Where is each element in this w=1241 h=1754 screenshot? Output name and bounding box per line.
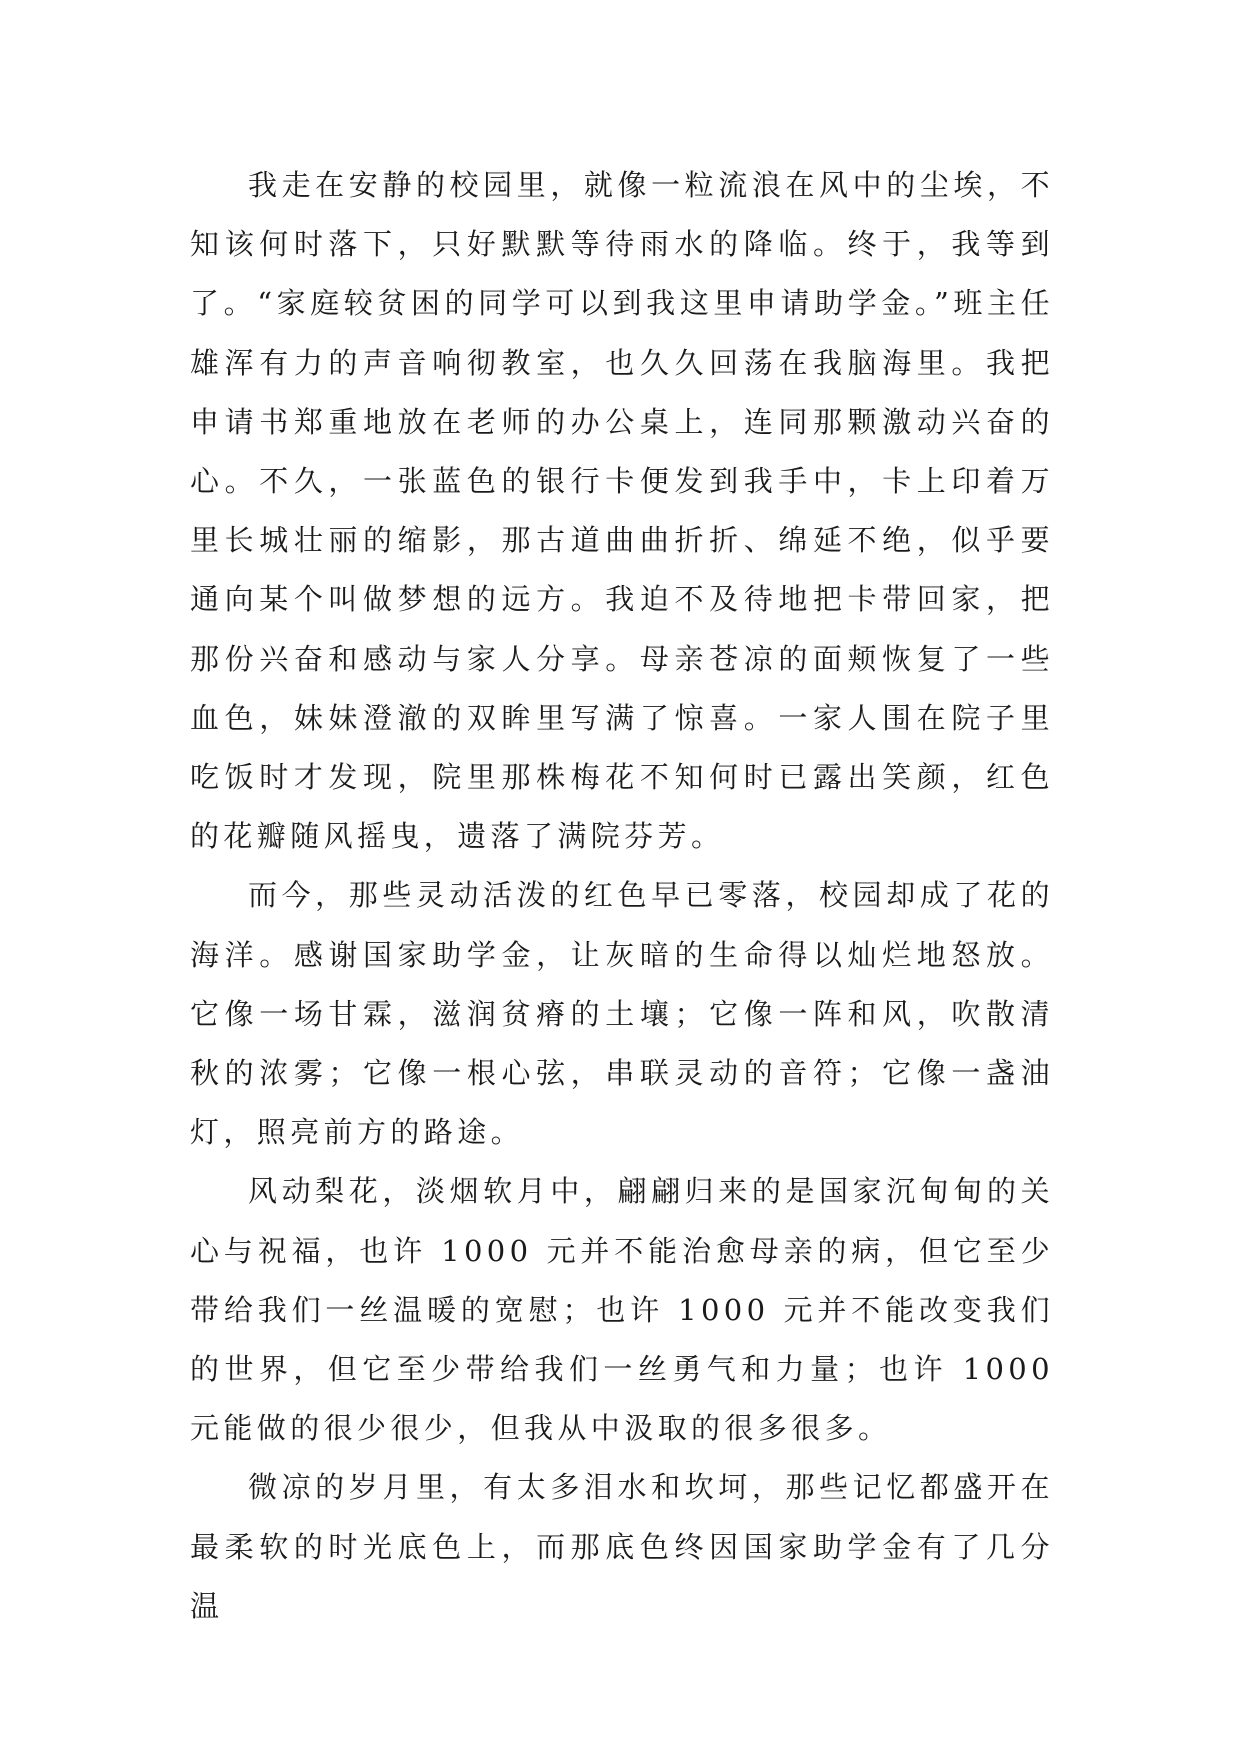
paragraph-4: 微凉的岁月里，有太多泪水和坎坷，那些记忆都盛开在最柔软的时光底色上，而那底色终因国家助学金有了几分温 <box>190 1470 1054 1623</box>
document-body <box>190 156 1054 1636</box>
paragraph-2: 而今，那些灵动活泼的红色早已零落，校园却成了花的海洋。感谢国家助学金，让灰暗的生命得以灿烂地怒放。它像一场甘霖，滋润贫瘠的土壤；它像一阵和风，吹散清秋的浓雾；它像一根心弦，串联灵动的音符；它像一盏油灯，照亮前方的路途。 <box>190 878 1054 1150</box>
paragraph-3: 风动梨花，淡烟软月中，翩翩归来的是国家沉甸甸的关心与祝福，也许 1000 元并不能治愈母亲的病，但它至少带给我们一丝温暖的宽慰；也许 1000 元并不能改变我们的世界，但它至少带给我们一丝勇气和力量；也许 1000 元能做的很少很少，但我从中汲取的很多很多。 <box>190 1174 1054 1446</box>
paragraph-1: 我走在安静的校园里，就像一粒流浪在风中的尘埃，不知该何时落下，只好默默等待雨水的降临。终于，我等到了。“家庭较贫困的同学可以到我这里申请助学金。”班主任雄浑有力的声音响彻教室，也久久回荡在我脑海里。我把申请书郑重地放在老师的办公桌上，连同那颗激动兴奋的心。不久，一张蓝色的银行卡便发到我手中，卡上印着万里长城壮丽的缩影，那古道曲曲折折、绵延不绝，似乎要通向某个叫做梦想的远方。我迫不及待地把卡带回家，把那份兴奋和感动与家人分享。母亲苍凉的面颊恢复了一些血色，妹妹澄澈的双眸里写满了惊喜。一家人围在院子里吃饭时才发现，院里那株梅花不知何时已露出笑颜，红色的花瓣随风摇曳，遗落了满院芬芳。 <box>190 168 1054 854</box>
